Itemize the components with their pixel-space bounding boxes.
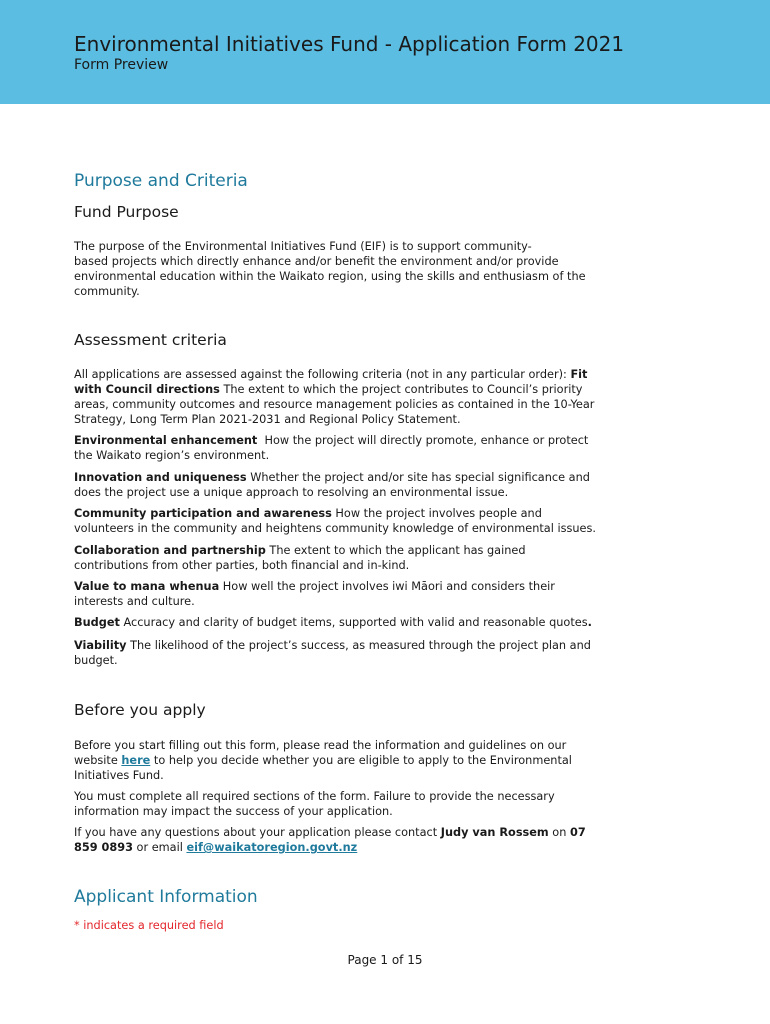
fund-purpose-heading: Fund Purpose [74, 203, 179, 221]
criterion-community-participation: Community participation and awareness How the project involves people and volunteers in the community and heightens community knowledge of environmental issues. [74, 507, 596, 535]
required-field-note: * indicates a required field [74, 919, 224, 932]
form-subtitle: Form Preview [74, 57, 169, 73]
criterion-environmental-enhancement: Environmental enhancement How the project will directly promote, enhance or protect the Waikato region’s environment. [74, 434, 589, 462]
before-apply-paragraph-1: Before you start filling out this form, please read the information and guidelines on our website here to help you decide whether you are eligible to apply to the Environmental Initiatives Fund. [74, 739, 572, 782]
criterion-mana-whenua: Value to mana whenua How well the project involves iwi Māori and considers their interests and culture. [74, 580, 555, 608]
contact-name: Judy van Rossem [440, 826, 549, 839]
criterion-innovation: Innovation and uniqueness Whether the project and/or site has special significance and does the project use a unique approach to resolving an environmental issue. [74, 471, 590, 499]
purpose-heading: Purpose and Criteria [74, 171, 248, 191]
header-banner [0, 0, 770, 104]
contact-paragraph: If you have any questions about your application please contact Judy van Rossem on 07 859 0893 or email eif@waikatoregion.govt.nz [74, 826, 586, 854]
page-number: Page 1 of 15 [347, 953, 423, 967]
fund-purpose-text: The purpose of the Environmental Initiatives Fund (EIF) is to support community- based projects which directly enhance and/or benefit the environment and/or provide environmental education within the Waikato region, using the skills and enthusiasm of the community. [74, 240, 586, 298]
guidelines-link[interactable]: here [121, 754, 151, 767]
before-apply-paragraph-2: You must complete all required sections of the form. Failure to provide the necessary information may impact the success of your application. [74, 790, 555, 818]
contact-email-link[interactable]: eif@waikatoregion.govt.nz [186, 841, 358, 854]
criterion-collaboration: Collaboration and partnership The extent to which the applicant has gained contributions from other parties, both financial and in-kind. [74, 544, 526, 572]
applicant-info-heading: Applicant Information [74, 887, 258, 907]
form-title: Environmental Initiatives Fund - Application Form 2021 [74, 32, 625, 56]
criterion-viability: Viability The likelihood of the project’s success, as measured through the project plan and budget. [74, 639, 591, 667]
criterion-budget: Budget Accuracy and clarity of budget items, supported with valid and reasonable quotes. [74, 616, 592, 629]
contact-phone: 859 0893 [74, 841, 133, 854]
assessment-heading: Assessment criteria [74, 331, 227, 349]
before-apply-heading: Before you apply [74, 701, 206, 719]
assessment-intro: All applications are assessed against the following criteria (not in any particular order): Fit with Council directions The extent to which the project contributes to Council’s priority areas, community outcomes and resource management policies as contained in the 10-Year Strategy, Long Term Plan 2021-2031 and Regional Policy Statement. [74, 368, 595, 426]
